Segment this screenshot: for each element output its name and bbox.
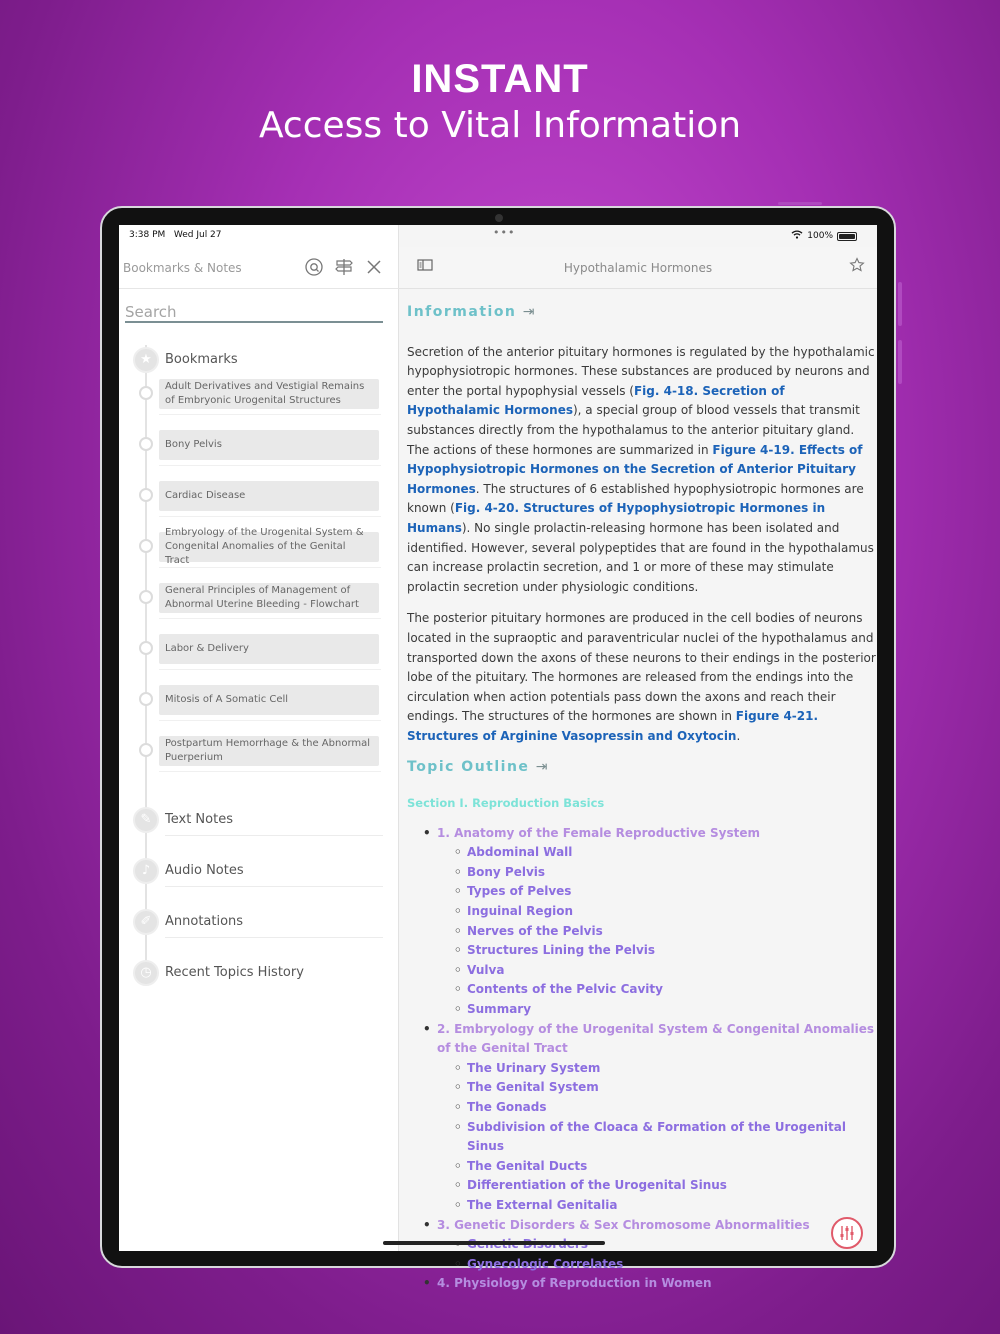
outline-item[interactable]: ◦ Abdominal Wall [467, 843, 877, 863]
content-header [399, 247, 877, 289]
outline-item[interactable]: ◦ Differentiation of the Urogenital Sinus [467, 1176, 877, 1196]
divider [159, 567, 381, 568]
wifi-icon [791, 230, 803, 242]
bookmark-dot [139, 539, 153, 553]
divider [165, 835, 383, 836]
information-heading[interactable] [407, 303, 877, 323]
divider [165, 886, 383, 887]
battery-icon [837, 232, 857, 241]
chapter-title[interactable]: 2. Embryology of the Urogenital System & Congenital Anomalies of the Genital Tract [437, 1021, 875, 1056]
enter-icon: ⇥ [522, 304, 535, 320]
divider [165, 937, 383, 938]
camera [495, 214, 503, 222]
text: Secretion of the anterior pituitary hormones is regulated by the hypothalamic hypophysiotropic hormones. These substances are produced by neurons and enter the portal hypophysial vessels ( [407, 344, 875, 398]
bookmark-item[interactable] [133, 379, 381, 409]
outline-item[interactable]: ◦ Nerves of the Pelvis [467, 922, 877, 942]
text: . [736, 728, 741, 743]
outline-item[interactable]: ◦ The Urinary System [467, 1059, 877, 1079]
section-label: Bookmarks [165, 352, 238, 367]
hero-subtitle: Access to Vital Information [258, 105, 742, 146]
bookmark-label: Mitosis of A Somatic Cell [159, 685, 379, 715]
bookmark-label: Cardiac Disease [159, 481, 379, 511]
divider [159, 669, 381, 670]
status-time [129, 230, 222, 240]
star-icon[interactable] [849, 257, 865, 277]
divider [159, 618, 381, 619]
bookmark-dot [139, 437, 153, 451]
bookmark-item[interactable] [133, 685, 381, 715]
article [407, 303, 877, 1294]
date-text: Wed Jul 27 [173, 230, 222, 240]
power-button [778, 202, 822, 205]
chapter-title[interactable]: 4. Physiology of Reproduction in Women [437, 1276, 712, 1291]
topic-outline-heading-text: Topic Outline [407, 759, 530, 776]
enter-icon: ⇥ [535, 759, 548, 776]
figure-link[interactable]: Fig. 4-18. Secretion of Hypothalamic Hormones [407, 383, 785, 418]
figure-link[interactable]: Figure 4-21. Structures of Arginine Vasopressin and Oxytocin [407, 709, 819, 743]
content-pane [399, 225, 877, 1291]
information-heading-text: Information [407, 304, 517, 320]
outline-item[interactable]: ◦ Inguinal Region [467, 902, 877, 922]
outline-item[interactable]: ◦ Gynecologic Correlates [467, 1255, 877, 1275]
bookmark-label: Bony Pelvis [159, 430, 379, 460]
divider [159, 465, 381, 466]
multitasking-dots[interactable]: ••• [493, 226, 516, 239]
bookmark-label: Postpartum Hemorrhage & the Abnormal Puerperium [159, 736, 379, 766]
bookmark-label: General Principles of Management of Abnormal Uterine Bleeding - Flowchart [159, 583, 379, 613]
bookmark-item[interactable] [133, 634, 381, 664]
left-pane-title: Bookmarks & Notes [123, 261, 242, 275]
pencil-icon: ✐ [133, 909, 159, 935]
volume-up-button [898, 282, 902, 326]
bookmark-item[interactable] [133, 481, 381, 511]
outline-chapter[interactable] [425, 1020, 877, 1216]
section-recent-history[interactable] [133, 960, 393, 988]
topic-outline-heading[interactable] [407, 758, 877, 778]
section-label: Text Notes [165, 812, 233, 827]
divider [159, 516, 381, 517]
settings-sliders-icon[interactable] [831, 1217, 863, 1249]
hero [0, 55, 1000, 149]
text: ), a special group of blood vessels that transmit substances directly from the hypothalamus to the anterior pituitary gland. The actions of these hormones are summarized in [407, 403, 860, 457]
outline-list [425, 824, 877, 1294]
outline-item[interactable]: ◦ The Genital System [467, 1078, 877, 1098]
chapter-title[interactable]: 3. Genetic Disorders & Sex Chromosome Abnormalities [437, 1217, 810, 1232]
outline-item[interactable]: ◦ Summary [467, 1000, 877, 1020]
bookmark-label: Embryology of the Urogenital System & Congenital Anomalies of the Genital Tract [159, 532, 379, 562]
star-icon: ★ [133, 347, 159, 373]
bookmark-dot [139, 743, 153, 757]
text: The posterior pituitary hormones are produced in the cell bodies of neurons located in the supraoptic and paraventricular nuclei of the hypothalamus and transported down the axons of these neurons to their endings in the posterior lobe of the pituitary. The hormones are released from the endings into the circulation when action potentials pass down the axons and reach their endings. The structures of the hormones are shown in [407, 611, 876, 724]
battery-percent: 100% [807, 231, 833, 241]
tablet-frame [100, 206, 896, 1291]
history-icon: ◷ [133, 960, 159, 986]
divider [159, 771, 381, 772]
section-label: Recent Topics History [165, 965, 304, 980]
section-text-notes[interactable] [133, 807, 393, 835]
outline-item[interactable]: ◦ Bony Pelvis [467, 863, 877, 883]
bookmark-label: Adult Derivatives and Vestigial Remains of Embryonic Urogenital Structures [159, 379, 379, 409]
bookmarks-pane [119, 225, 399, 1251]
outline-item[interactable]: ◦ Vulva [467, 961, 877, 981]
text: . The structures of 6 established hypophysiotropic hormones are known ( [407, 481, 864, 516]
bookmark-dot [139, 386, 153, 400]
volume-down-button [898, 340, 902, 384]
figure-link[interactable]: Fig. 4-20. Structures of Hypophysiotropic Hormones in Humans [407, 501, 826, 535]
close-icon[interactable] [363, 257, 385, 279]
section-annotations[interactable] [133, 909, 393, 937]
search-icon[interactable] [303, 257, 325, 279]
audio-icon: ♪ [133, 858, 159, 884]
outline-item[interactable]: ◦ Contents of the Pelvic Cavity [467, 980, 877, 1000]
section-label: Annotations [165, 914, 244, 929]
screen [119, 225, 877, 1291]
left-header [119, 247, 399, 289]
outline-chapter[interactable] [425, 824, 877, 1020]
bookmark-item[interactable] [133, 430, 381, 460]
outline-item[interactable]: ◦ Structures Lining the Pelvis [467, 941, 877, 961]
search-input[interactable]: Search [125, 297, 383, 323]
signpost-icon[interactable] [333, 257, 355, 279]
bookmark-dot [139, 641, 153, 655]
section-bookmarks[interactable] [133, 347, 393, 375]
paragraph-2 [407, 609, 879, 746]
bookmark-dot [139, 488, 153, 502]
bookmark-item[interactable] [133, 736, 381, 766]
status-bar [119, 225, 877, 243]
outline-item[interactable]: ◦ Subdivision of the Cloaca & Formation of the Urogenital Sinus [467, 1118, 877, 1157]
section-label[interactable]: Section I. Reproduction Basics [407, 796, 605, 811]
chapter-title[interactable]: 1. Anatomy of the Female Reproductive System [437, 825, 760, 840]
bookmark-label: Labor & Delivery [159, 634, 379, 664]
note-icon: ✎ [133, 807, 159, 833]
bookmark-dot [139, 692, 153, 706]
outline-item[interactable]: ◦ The Gonads [467, 1098, 877, 1118]
text: ). No single prolactin-releasing hormone has been isolated and identified. However, several polypeptides that are found in the hypothalamus can increase prolactin secretion, and 1 or more of these may stimulate prolactin secretion under physiologic conditions. [407, 520, 874, 594]
outline-item[interactable]: ◦ Types of Pelves [467, 882, 877, 902]
home-indicator[interactable] [383, 1241, 605, 1245]
outline-item[interactable]: ◦ The Genital Ducts [467, 1157, 877, 1177]
time-text: 3:38 PM [129, 230, 166, 240]
paragraph-1 [407, 343, 879, 598]
status-right [791, 230, 857, 242]
section-label: Audio Notes [165, 863, 244, 878]
outline-sublist [467, 843, 877, 1019]
hero-title: INSTANT [411, 57, 589, 101]
outline-item[interactable]: ◦ The External Genitalia [467, 1196, 877, 1216]
bookmark-dot [139, 590, 153, 604]
outline-chapter[interactable] [425, 1274, 877, 1294]
bookmark-item[interactable] [133, 527, 381, 566]
divider [159, 720, 381, 721]
section-audio-notes[interactable] [133, 858, 393, 886]
topic-title: Hypothalamic Hormones [563, 261, 713, 275]
divider [159, 414, 381, 415]
outline-sublist [467, 1059, 877, 1216]
bookmark-item[interactable] [133, 583, 381, 613]
figure-link[interactable]: Figure 4-19. Effects of Hypophysiotropic Hormones on the Secretion of Anterior Pituitary Hormones [407, 442, 863, 496]
